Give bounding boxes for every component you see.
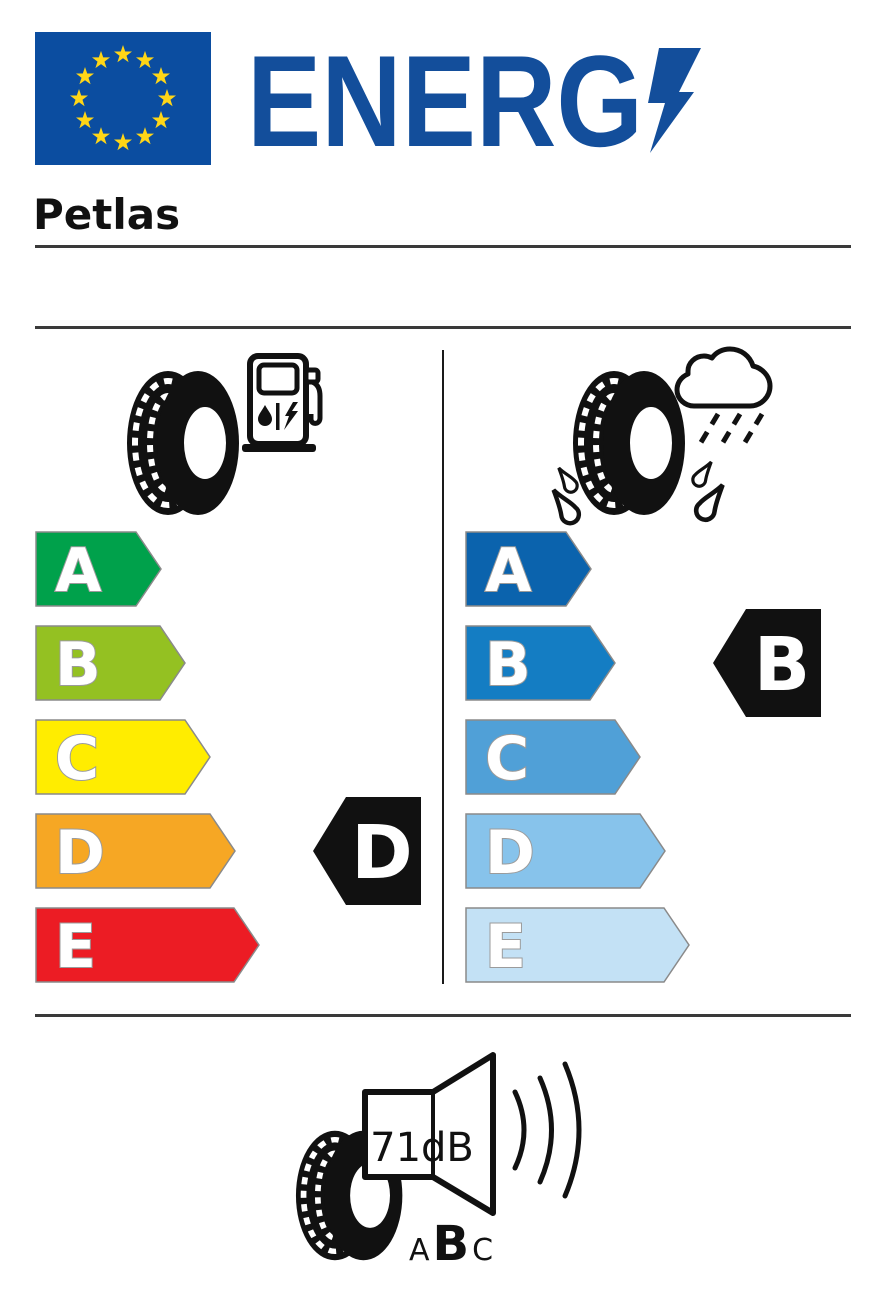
fuel-rating-letter: D <box>351 810 413 896</box>
noise-value: 71dB <box>370 1125 474 1171</box>
divider-top <box>35 245 851 248</box>
wet-grip-rating-indicator <box>711 607 823 719</box>
wet-grip-rating-letter: B <box>753 622 811 708</box>
noise-class-c: C <box>472 1233 494 1268</box>
rating-arrow-label: A <box>55 536 102 606</box>
wet-class-row-e <box>465 907 691 983</box>
fuel-class-row-e <box>35 907 261 983</box>
tire-fuel-pump-icon <box>120 340 355 530</box>
rating-arrow-label: E <box>485 912 526 982</box>
splash-icon <box>696 485 722 520</box>
fuel-rating-indicator <box>311 795 423 907</box>
fuel-class-row-c <box>35 719 212 795</box>
center-divider <box>442 350 444 984</box>
splash-icon <box>554 490 579 523</box>
rating-arrow-label: E <box>55 912 96 982</box>
splash-icon <box>693 462 711 486</box>
rating-arrow-label: D <box>485 818 535 888</box>
noise-class-a: A <box>409 1233 430 1268</box>
eu-flag-icon <box>35 32 211 165</box>
energ-logo <box>245 40 715 160</box>
noise-class-b-selected: B <box>432 1216 470 1272</box>
tire-rain-cloud-icon <box>550 340 800 535</box>
rating-arrow-label: B <box>485 630 531 700</box>
fuel-class-row-b <box>35 625 187 701</box>
wet-class-row-b <box>465 625 617 701</box>
wet-class-row-d <box>465 813 667 889</box>
sound-waves-icon <box>515 1064 579 1196</box>
fuel-pump-icon <box>242 356 320 452</box>
rain-cloud-icon <box>677 349 770 406</box>
rating-arrow-label: B <box>55 630 101 700</box>
rain-drops-icon <box>700 414 762 444</box>
rating-arrow-label: D <box>55 818 105 888</box>
fuel-class-row-d <box>35 813 237 889</box>
brand-name: Petlas <box>33 190 181 239</box>
energ-logo-text: ENERG <box>247 40 643 160</box>
rating-arrow-label: A <box>485 536 532 606</box>
wet-class-row-a <box>465 531 593 607</box>
divider-upper <box>35 326 851 329</box>
splash-icon <box>559 468 577 492</box>
rating-arrow-label: C <box>485 724 530 794</box>
fuel-class-row-a <box>35 531 163 607</box>
wet-class-row-c <box>465 719 642 795</box>
lightning-bolt-icon <box>648 48 701 153</box>
noise-class-scale <box>409 1216 494 1272</box>
rating-arrow-label: C <box>55 724 100 794</box>
divider-lower <box>35 1014 851 1017</box>
